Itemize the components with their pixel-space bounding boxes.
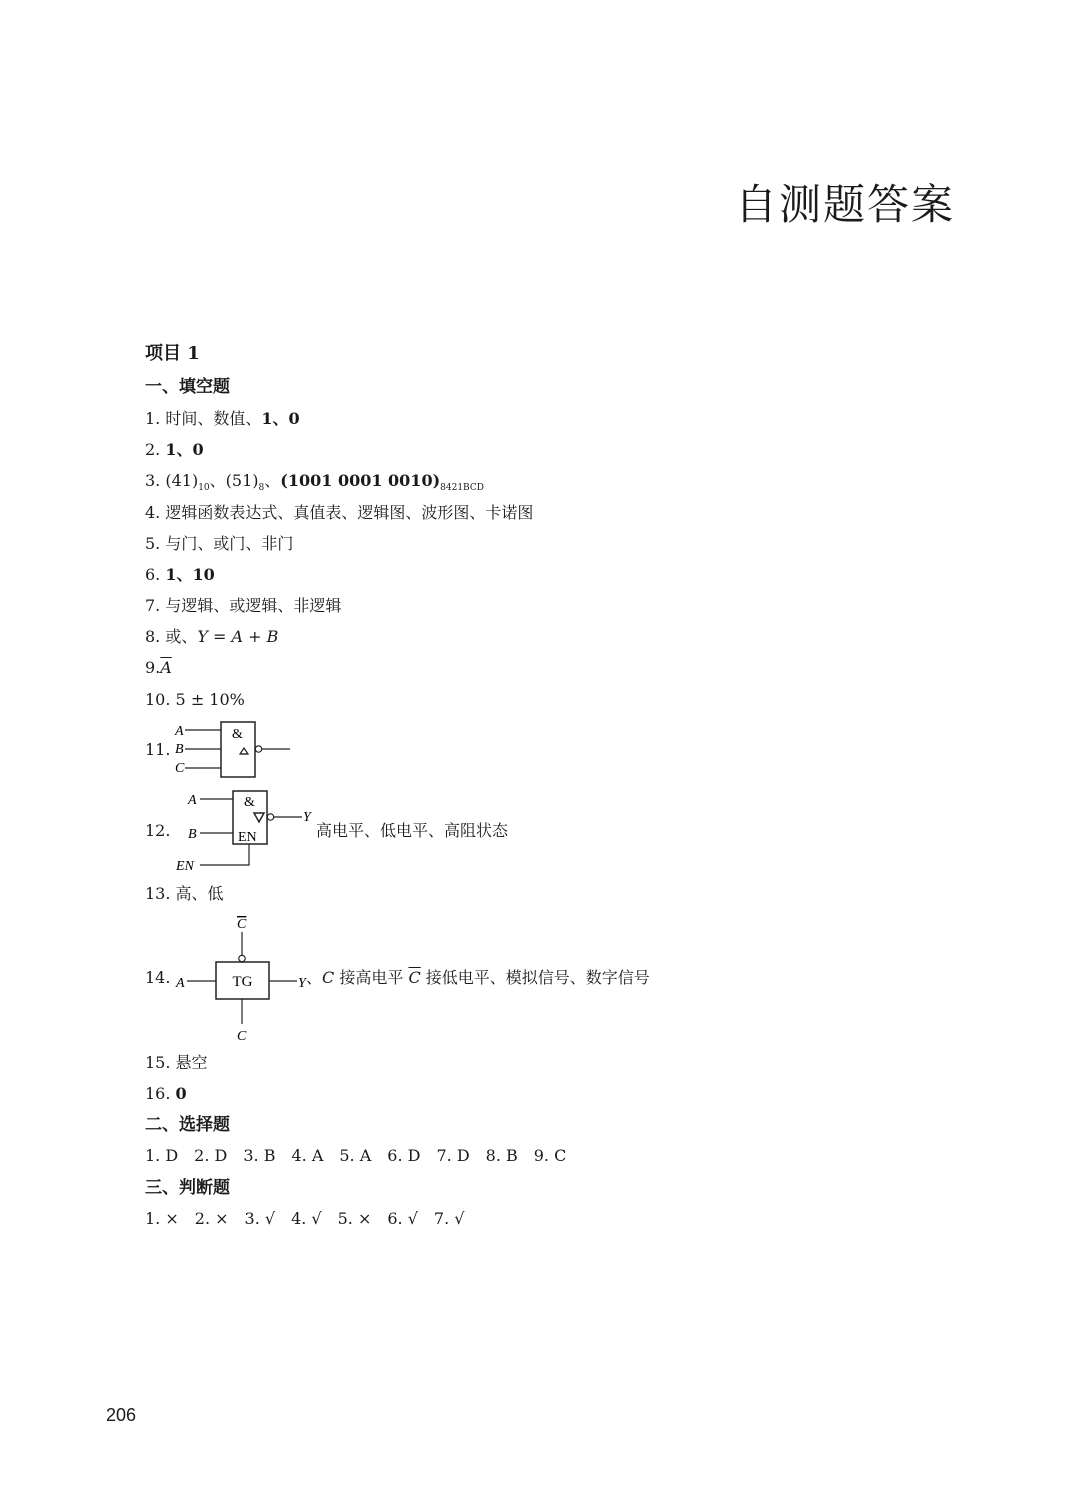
tg-label: TG: [232, 974, 253, 990]
enable-wire: [200, 844, 249, 865]
answer-value: 1、0: [165, 440, 204, 459]
answer-3: [145, 471, 484, 498]
answer-number: 6.: [145, 565, 161, 584]
answer-number: 1.: [145, 409, 161, 428]
separator: 、: [306, 968, 323, 987]
answer-8: [145, 627, 278, 647]
answer-12-text: 高电平、低电平、高阻状态: [316, 821, 509, 840]
answer-text: 高、低: [175, 884, 224, 903]
section-fill-blank: 一、填空题: [145, 377, 230, 397]
and-symbol: &: [244, 795, 255, 810]
input-a-label: A: [188, 793, 197, 808]
input-b-label: B: [175, 742, 184, 757]
answer-value: 1、0: [261, 409, 300, 428]
inverter-bubble-icon: [267, 814, 273, 820]
control-c: C: [322, 968, 335, 987]
and-gate-open-drain-symbol: [170, 718, 300, 783]
answer-number: 7.: [145, 596, 161, 615]
answer-number: 4.: [145, 503, 161, 522]
answer-expression: Y = A + B: [197, 627, 279, 646]
control-c-bar-label: C: [237, 917, 247, 932]
answer-2: [145, 440, 204, 460]
choice-answers: 1. D 2. D 3. B 4. A 5. A 6. D 7. D 8. B 9. C: [145, 1146, 567, 1165]
control-c-label: C: [237, 1029, 247, 1044]
answer-text: 接高电平: [334, 968, 409, 987]
answer-11-number: 11.: [145, 740, 171, 759]
answer-number: 16.: [145, 1084, 171, 1103]
open-drain-icon: [240, 748, 248, 754]
answer-number: 13.: [145, 884, 171, 903]
answer-number: 2.: [145, 440, 161, 459]
input-a-label: A: [176, 976, 185, 991]
answer-9: [145, 658, 172, 678]
tristate-triangle-icon: [254, 813, 264, 822]
page-title: 自测题答案: [735, 180, 956, 229]
answer-4: [145, 503, 533, 523]
answer-13: [145, 884, 224, 904]
answer-14-text: [306, 968, 650, 988]
answer-7: [145, 596, 341, 616]
answer-octal: 、(51): [209, 471, 259, 490]
answer-number: 5.: [145, 534, 161, 553]
answer-10: [145, 690, 245, 710]
input-a-label: A: [175, 724, 184, 739]
answer-text: 逻辑函数表达式、真值表、逻辑图、波形图、卡诺图: [165, 503, 534, 522]
answer-variable-overline: $\overline{A}$: [160, 658, 172, 677]
input-c-label: C: [175, 761, 185, 776]
answer-number: 10.: [145, 690, 171, 709]
section-multiple-choice: 二、选择题: [145, 1115, 230, 1135]
subscript-base: 8421BCD: [440, 483, 484, 493]
control-c-bar: $\overline{C}$: [408, 968, 421, 987]
answer-bcd: (1001 0001 0010): [280, 471, 441, 490]
inverter-bubble-icon: [255, 746, 261, 752]
answer-1: [145, 409, 300, 429]
answer-16: [145, 1084, 187, 1104]
subscript-base: 8: [258, 483, 265, 493]
enable-pin-label: EN: [238, 830, 257, 845]
answer-5: [145, 534, 293, 554]
answer-12-number: 12.: [145, 821, 171, 840]
answer-decimal: (41): [165, 471, 199, 490]
enable-label: EN: [176, 859, 194, 874]
answer-value: 0: [175, 1084, 187, 1103]
input-b-label: B: [188, 827, 197, 842]
answer-text: 悬空: [175, 1053, 208, 1072]
transmission-gate-symbol: [170, 910, 310, 1045]
answer-value: 1、10: [165, 565, 215, 584]
page-number: 206: [106, 1405, 137, 1425]
project-heading: 项目 1: [145, 343, 200, 364]
section-true-false: 三、判断题: [145, 1178, 230, 1198]
answer-6: [145, 565, 215, 585]
and-symbol: &: [232, 727, 243, 742]
answer-text: 与逻辑、或逻辑、非逻辑: [165, 596, 342, 615]
answer-15: [145, 1053, 208, 1073]
inverter-bubble-icon: [239, 955, 245, 961]
answer-text: 接低电平、模拟信号、数字信号: [420, 968, 650, 987]
answer-text: 时间、数值、: [165, 409, 262, 428]
answer-14-number: 14.: [145, 968, 171, 987]
judge-answers: 1. × 2. × 3. √ 4. √ 5. × 6. √ 7. √: [145, 1209, 465, 1228]
answer-text: 或、: [165, 627, 198, 646]
answer-text: 5 ± 10%: [175, 690, 245, 709]
tristate-and-gate-symbol: [170, 786, 320, 878]
output-y-label: Y: [303, 810, 311, 825]
separator: 、: [264, 471, 281, 490]
output-y-label: Y: [298, 976, 306, 991]
answer-text: 与门、或门、非门: [165, 534, 294, 553]
answer-number: 3.: [145, 471, 161, 490]
subscript-base: 10: [198, 483, 210, 493]
answer-number: 15.: [145, 1053, 171, 1072]
answer-number: 9.: [145, 658, 161, 677]
answer-number: 8.: [145, 627, 161, 646]
